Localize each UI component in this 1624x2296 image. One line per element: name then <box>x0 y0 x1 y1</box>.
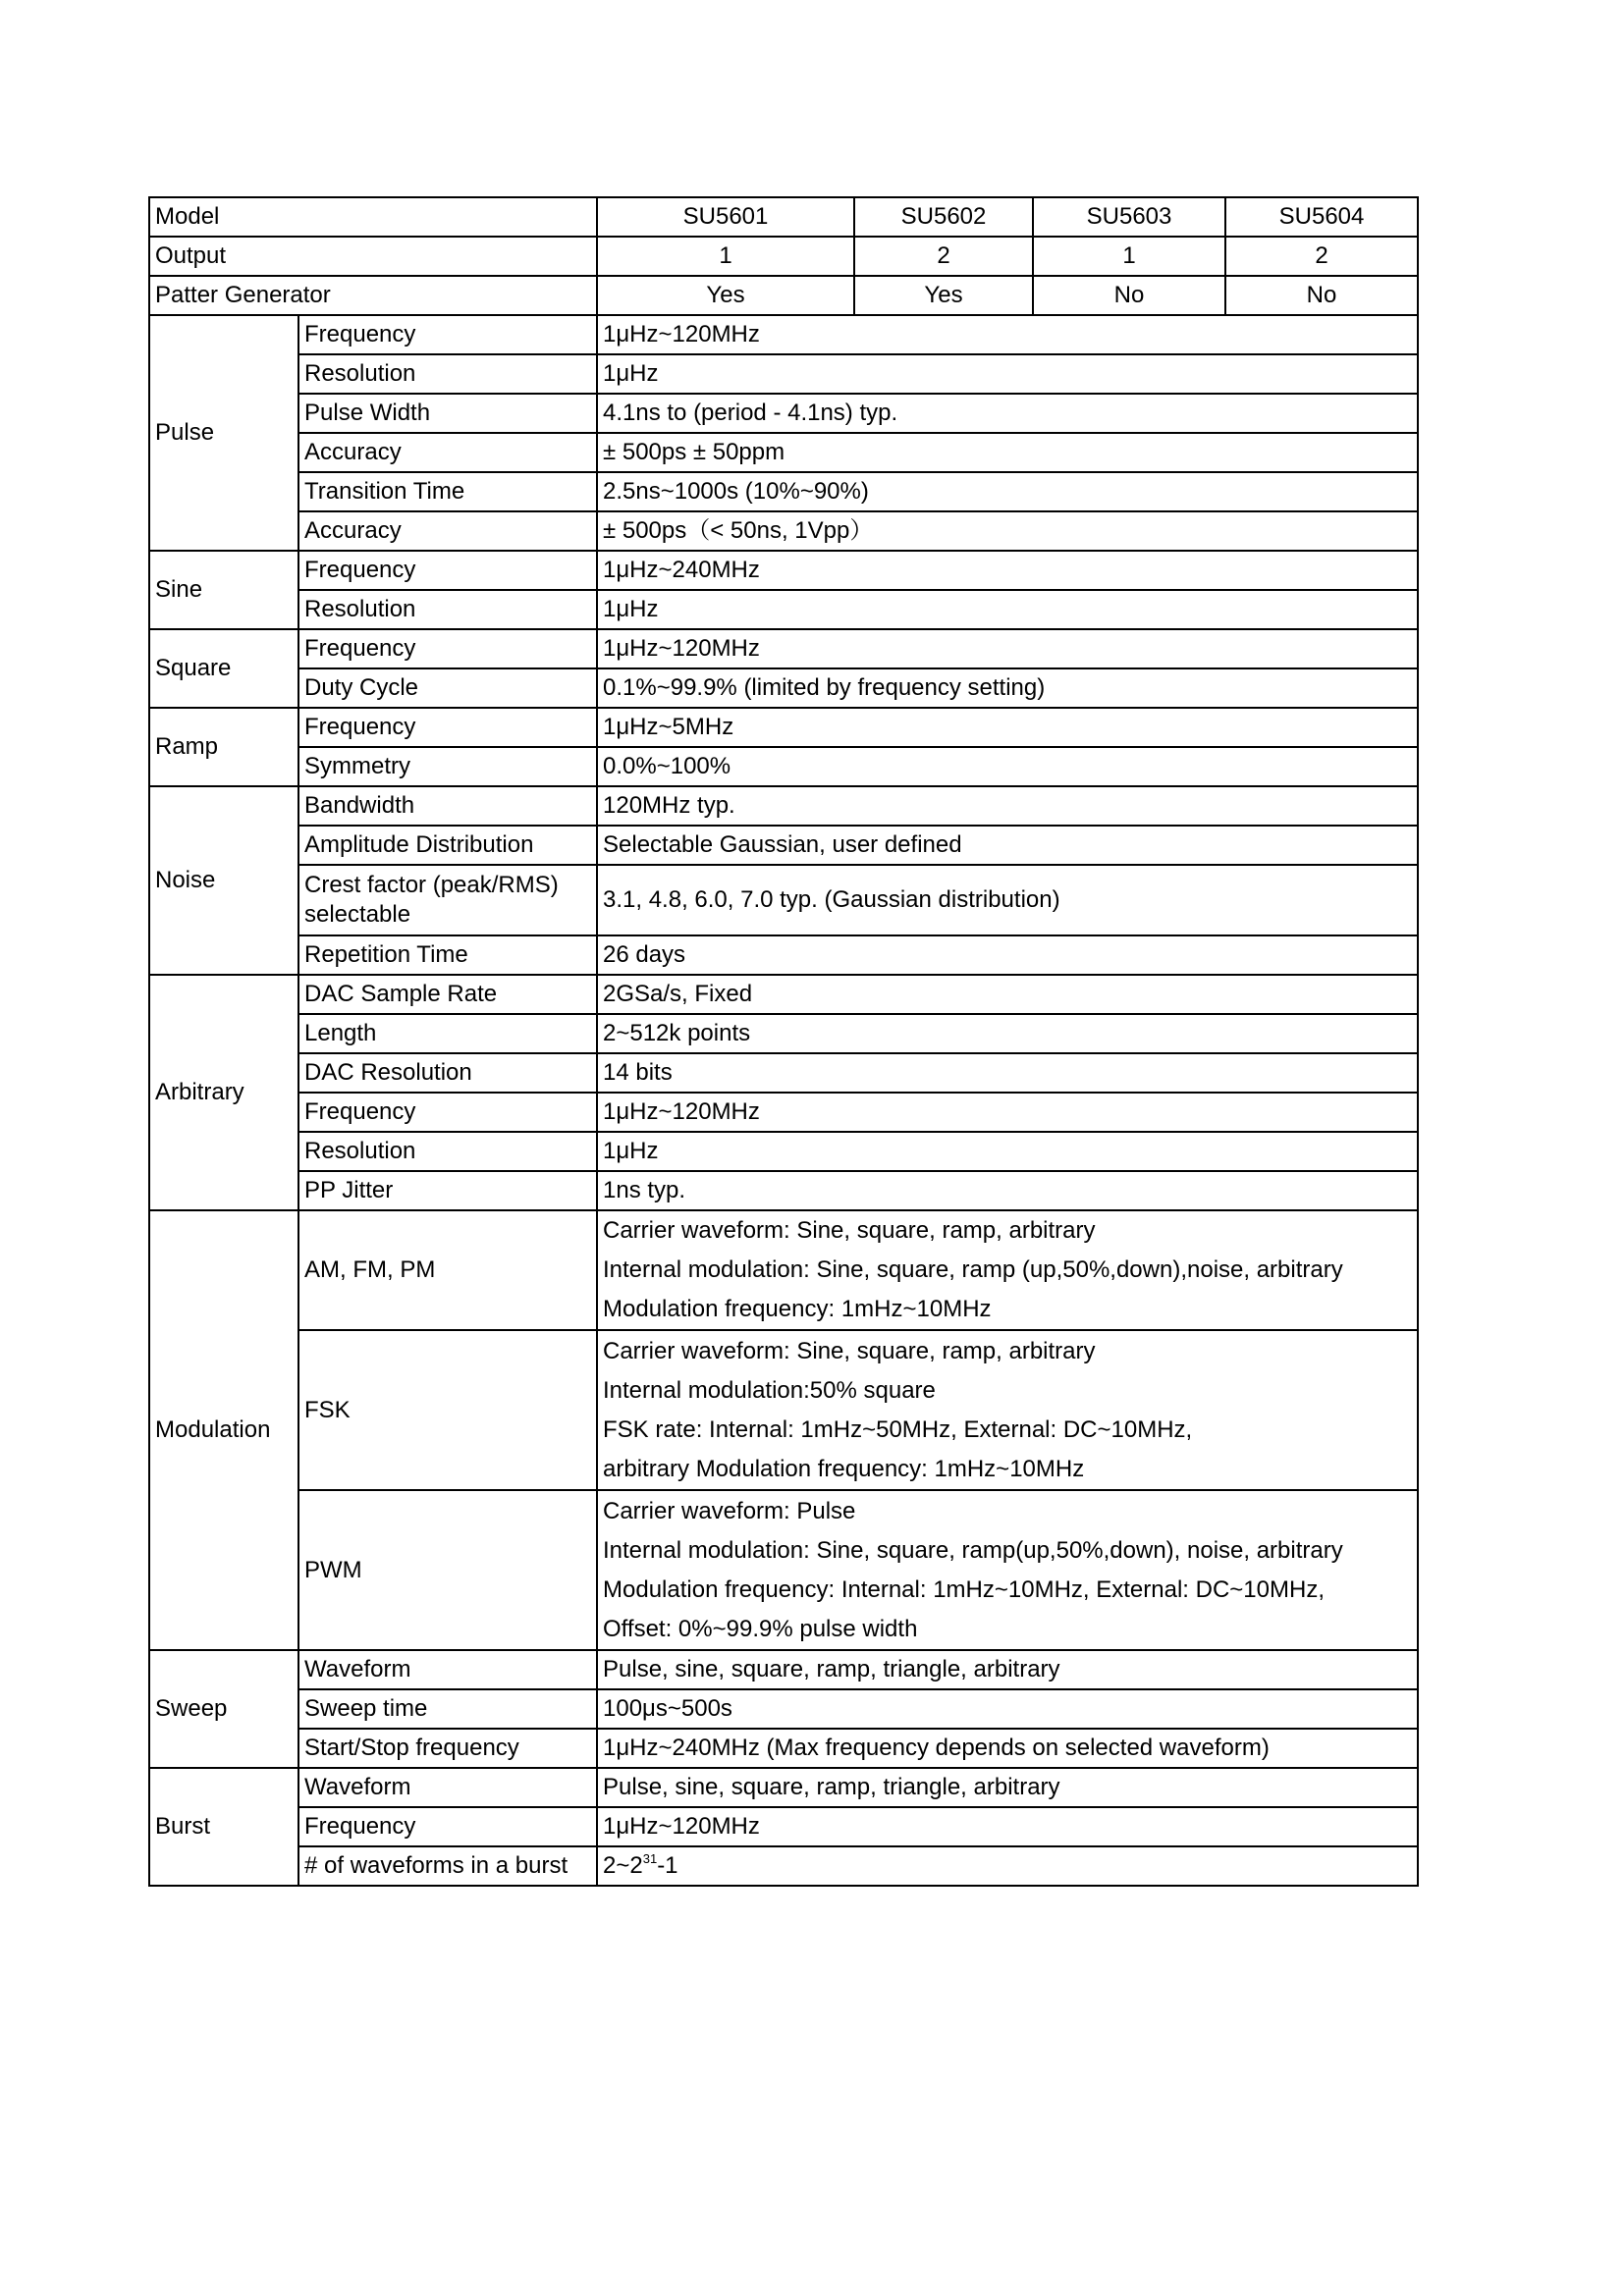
param-label: Frequency <box>298 629 597 668</box>
param-value: 100μs~500s <box>597 1689 1418 1729</box>
noise-row <box>149 786 1418 826</box>
pattern-generator-label: Patter Generator <box>149 276 597 315</box>
value-line: Internal modulation: Sine, square, ramp(up,50%,down), noise, arbitrary <box>603 1536 1343 1564</box>
param-value: Pulse, sine, square, ramp, triangle, arbitrary <box>597 1768 1418 1807</box>
burst-row <box>149 1768 1418 1807</box>
burst-count-base: 2~2 <box>603 1852 643 1879</box>
output-label: Output <box>149 237 597 276</box>
param-value: 1μHz~120MHz <box>597 1807 1418 1846</box>
param-value: 2.5ns~1000s (10%~90%) <box>597 472 1418 511</box>
param-label: Frequency <box>298 708 597 747</box>
pulse-row <box>149 394 1418 433</box>
model-su5603: SU5603 <box>1033 197 1225 237</box>
param-value: 3.1, 4.8, 6.0, 7.0 typ. (Gaussian distribution) <box>597 865 1418 935</box>
param-label: Waveform <box>298 1768 597 1807</box>
modulation-row <box>149 1210 1418 1330</box>
param-label: Frequency <box>298 1093 597 1132</box>
param-label: Frequency <box>298 315 597 354</box>
param-label: Repetition Time <box>298 935 597 975</box>
value-line: Modulation frequency: 1mHz~10MHz <box>603 1296 992 1322</box>
burst-count-exponent: 31 <box>642 1851 658 1866</box>
value-line: Internal modulation: Sine, square, ramp (up,50%,down),noise, arbitrary <box>603 1256 1343 1283</box>
param-value: 2~512k points <box>597 1014 1418 1053</box>
sine-row <box>149 590 1418 629</box>
modulation-row <box>149 1490 1418 1650</box>
pattern-generator-value: Yes <box>597 276 854 315</box>
param-label: PWM <box>298 1490 597 1650</box>
param-label: Frequency <box>298 551 597 590</box>
param-value: 1μHz~120MHz <box>597 315 1418 354</box>
param-label: Length <box>298 1014 597 1053</box>
burst-section-label: Burst <box>149 1768 298 1886</box>
arbitrary-row <box>149 1093 1418 1132</box>
pulse-row <box>149 472 1418 511</box>
param-label: DAC Resolution <box>298 1053 597 1093</box>
ramp-row <box>149 747 1418 786</box>
pattern-generator-value: No <box>1225 276 1418 315</box>
modulation-section-label: Modulation <box>149 1210 298 1650</box>
pulse-row <box>149 511 1418 551</box>
param-value: 0.1%~99.9% (limited by frequency setting) <box>597 668 1418 708</box>
output-value: 1 <box>1033 237 1225 276</box>
param-value: 4.1ns to (period - 4.1ns) typ. <box>597 394 1418 433</box>
output-row <box>149 237 1418 276</box>
param-label: FSK <box>298 1330 597 1490</box>
param-value: 1μHz~120MHz <box>597 1093 1418 1132</box>
pulse-row <box>149 433 1418 472</box>
param-label: Crest factor (peak/RMS) selectable <box>298 865 597 935</box>
output-value: 2 <box>1225 237 1418 276</box>
square-row <box>149 668 1418 708</box>
param-label: Pulse Width <box>298 394 597 433</box>
pulse-row <box>149 315 1418 354</box>
param-value: 1μHz <box>597 354 1418 394</box>
noise-section-label: Noise <box>149 786 298 975</box>
param-value: 26 days <box>597 935 1418 975</box>
param-value-multiline <box>597 1210 1418 1330</box>
param-value: 0.0%~100% <box>597 747 1418 786</box>
param-label: PP Jitter <box>298 1171 597 1210</box>
square-section-label: Square <box>149 629 298 708</box>
param-value: 1μHz~240MHz (Max frequency depends on selected waveform) <box>597 1729 1418 1768</box>
sweep-row <box>149 1729 1418 1768</box>
param-value-multiline <box>597 1330 1418 1490</box>
param-label: Accuracy <box>298 433 597 472</box>
param-value: Selectable Gaussian, user defined <box>597 826 1418 865</box>
param-value: ± 500ps ± 50ppm <box>597 433 1418 472</box>
value-line: Carrier waveform: Pulse <box>603 1497 856 1524</box>
param-label: AM, FM, PM <box>298 1210 597 1330</box>
output-value: 1 <box>597 237 854 276</box>
output-value: 2 <box>854 237 1033 276</box>
model-row <box>149 197 1418 237</box>
value-line: Internal modulation:50% square <box>603 1376 936 1404</box>
param-value: 120MHz typ. <box>597 786 1418 826</box>
param-value: 1μHz <box>597 590 1418 629</box>
param-label: Start/Stop frequency <box>298 1729 597 1768</box>
arbitrary-row <box>149 1132 1418 1171</box>
model-su5602: SU5602 <box>854 197 1033 237</box>
param-label: Resolution <box>298 1132 597 1171</box>
model-label: Model <box>149 197 597 237</box>
noise-row <box>149 935 1418 975</box>
param-label: Accuracy <box>298 511 597 551</box>
pattern-generator-value: No <box>1033 276 1225 315</box>
burst-row <box>149 1846 1418 1886</box>
param-label: Waveform <box>298 1650 597 1689</box>
burst-row <box>149 1807 1418 1846</box>
param-value <box>597 1846 1418 1886</box>
param-value: 14 bits <box>597 1053 1418 1093</box>
model-su5601: SU5601 <box>597 197 854 237</box>
pattern-generator-value: Yes <box>854 276 1033 315</box>
arbitrary-section-label: Arbitrary <box>149 975 298 1210</box>
burst-count-suffix: -1 <box>657 1852 678 1879</box>
param-label: DAC Sample Rate <box>298 975 597 1014</box>
sine-row <box>149 551 1418 590</box>
value-line: Offset: 0%~99.9% pulse width <box>603 1615 918 1642</box>
param-value: 1ns typ. <box>597 1171 1418 1210</box>
value-line: FSK rate: Internal: 1mHz~50MHz, External: DC~10MHz, <box>603 1415 1193 1443</box>
param-value: 1μHz <box>597 1132 1418 1171</box>
param-label: Resolution <box>298 590 597 629</box>
sine-section-label: Sine <box>149 551 298 629</box>
param-label: Resolution <box>298 354 597 394</box>
param-value: 1μHz~120MHz <box>597 629 1418 668</box>
param-value: 1μHz~5MHz <box>597 708 1418 747</box>
param-label: Duty Cycle <box>298 668 597 708</box>
ramp-row <box>149 708 1418 747</box>
param-label: Transition Time <box>298 472 597 511</box>
modulation-row <box>149 1330 1418 1490</box>
pattern-generator-row <box>149 276 1418 315</box>
pulse-section-label: Pulse <box>149 315 298 551</box>
arbitrary-row <box>149 1171 1418 1210</box>
param-value: ± 500ps（< 50ns, 1Vpp） <box>597 511 1418 551</box>
value-line: Carrier waveform: Sine, square, ramp, arbitrary <box>603 1337 1096 1364</box>
noise-row <box>149 826 1418 865</box>
param-value-multiline <box>597 1490 1418 1650</box>
param-value: 2GSa/s, Fixed <box>597 975 1418 1014</box>
value-line: arbitrary Modulation frequency: 1mHz~10MHz <box>603 1455 1085 1482</box>
param-value: Pulse, sine, square, ramp, triangle, arbitrary <box>597 1650 1418 1689</box>
param-label: Symmetry <box>298 747 597 786</box>
arbitrary-row <box>149 1014 1418 1053</box>
model-su5604: SU5604 <box>1225 197 1418 237</box>
value-line: Modulation frequency: Internal: 1mHz~10MHz, External: DC~10MHz, <box>603 1575 1325 1603</box>
param-label: Amplitude Distribution <box>298 826 597 865</box>
param-label: Sweep time <box>298 1689 597 1729</box>
sweep-section-label: Sweep <box>149 1650 298 1768</box>
sweep-row <box>149 1650 1418 1689</box>
spec-table <box>148 196 1419 1887</box>
sweep-row <box>149 1689 1418 1729</box>
pulse-row <box>149 354 1418 394</box>
param-label: Bandwidth <box>298 786 597 826</box>
noise-row <box>149 865 1418 935</box>
param-value: 1μHz~240MHz <box>597 551 1418 590</box>
square-row <box>149 629 1418 668</box>
value-line: Carrier waveform: Sine, square, ramp, arbitrary <box>603 1217 1096 1244</box>
param-label: Frequency <box>298 1807 597 1846</box>
ramp-section-label: Ramp <box>149 708 298 786</box>
param-label: # of waveforms in a burst <box>298 1846 597 1886</box>
arbitrary-row <box>149 1053 1418 1093</box>
arbitrary-row <box>149 975 1418 1014</box>
